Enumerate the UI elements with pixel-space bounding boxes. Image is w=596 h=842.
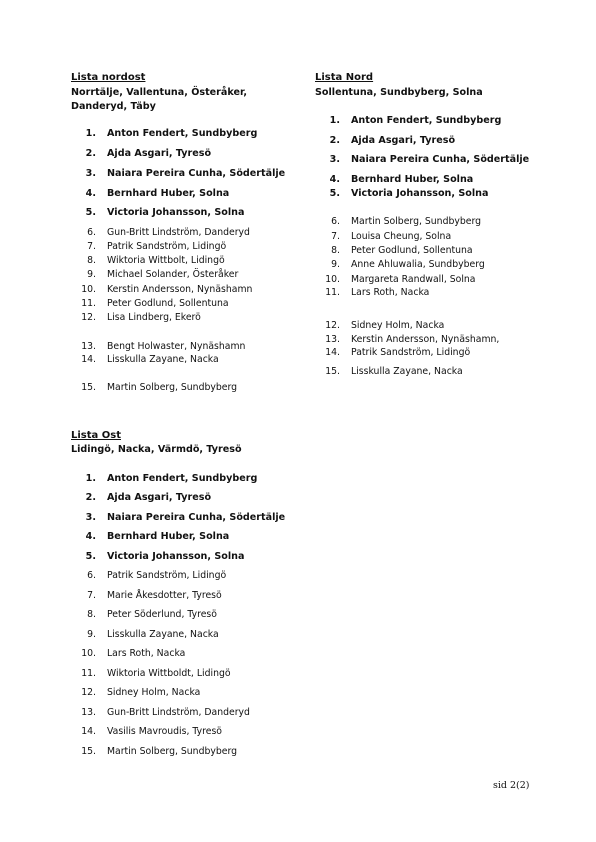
list-item-text: Martin Solberg, Sundbyberg <box>351 216 482 227</box>
list-item-text: Lars Roth, Nacka <box>107 648 186 659</box>
list-item-number: 4. <box>85 188 96 199</box>
list-item-text: Bernhard Huber, Solna <box>107 188 230 199</box>
list-item-text: Naiara Pereira Cunha, Södertälje <box>107 512 286 523</box>
list-item-text: Marie Åkesdotter, Tyresö <box>107 590 222 601</box>
list-item-text: Naiara Pereira Cunha, Södertälje <box>351 154 530 165</box>
list-item-text: Michael Solander, Österåker <box>107 269 239 280</box>
list-subtitle: Norrtälje, Vallentuna, Österåker, <box>71 87 247 98</box>
list-item-number: 8. <box>87 609 96 620</box>
list-item-text: Peter Söderlund, Tyresö <box>107 609 217 620</box>
list-item-number: 11. <box>325 287 340 298</box>
list-item-text: Ajda Asgari, Tyresö <box>107 492 212 503</box>
list-item-text: Naiara Pereira Cunha, Södertälje <box>107 168 286 179</box>
list-item-text: Kerstin Andersson, Nynäshamn <box>107 284 253 295</box>
list-item-number: 9. <box>87 629 96 640</box>
list-item-number: 4. <box>329 174 340 185</box>
list-item-number: 6. <box>331 216 340 227</box>
list-item-number: 1. <box>85 473 96 484</box>
list-item-text: Wiktoria Wittbolt, Lidingö <box>107 255 225 266</box>
list-item-number: 7. <box>87 590 96 601</box>
list-item-number: 6. <box>87 227 96 238</box>
list-item-text: Anton Fendert, Sundbyberg <box>351 115 502 126</box>
list-title: Lista nordost <box>71 72 146 83</box>
list-item-number: 12. <box>81 687 96 698</box>
list-item-number: 13. <box>325 334 340 345</box>
list-item-text: Martin Solberg, Sundbyberg <box>107 382 238 393</box>
list-subtitle: Sollentuna, Sundbyberg, Solna <box>315 87 483 98</box>
list-item-number: 5. <box>85 207 96 218</box>
list-item-number: 7. <box>87 241 96 252</box>
list-item-text: Sidney Holm, Nacka <box>351 320 445 331</box>
list-item-text: Gun-Britt Lindström, Danderyd <box>107 707 250 718</box>
list-item-number: 8. <box>331 245 340 256</box>
list-item-text: Margareta Randwall, Solna <box>351 274 476 285</box>
list-item-text: Lars Roth, Nacka <box>351 287 430 298</box>
list-item-number: 2. <box>85 492 96 503</box>
list-item-text: Patrik Sandström, Lidingö <box>107 241 227 252</box>
list-item-number: 14. <box>81 726 96 737</box>
list-item-text: Sidney Holm, Nacka <box>107 687 201 698</box>
list-item-number: 2. <box>329 135 340 146</box>
list-item-text: Wiktoria Wittboldt, Lidingö <box>107 668 231 679</box>
list-item-number: 7. <box>331 231 340 242</box>
list-item-text: Bengt Holwaster, Nynäshamn <box>107 341 246 352</box>
list-item-number: 11. <box>81 298 96 309</box>
list-item-number: 1. <box>85 128 96 139</box>
list-item-text: Victoria Johansson, Solna <box>107 207 245 218</box>
list-item-text: Lisa Lindberg, Ekerö <box>107 312 201 323</box>
list-item-text: Kerstin Andersson, Nynäshamn, <box>351 334 500 345</box>
list-item-text: Lisskulla Zayane, Nacka <box>107 629 219 640</box>
list-item-number: 14. <box>81 354 96 365</box>
list-item-text: Victoria Johansson, Solna <box>107 551 245 562</box>
list-item-text: Anton Fendert, Sundbyberg <box>107 128 258 139</box>
list-item-text: Patrik Sandström, Lidingö <box>107 570 227 581</box>
list-item-number: 3. <box>85 512 96 523</box>
list-item-number: 3. <box>85 168 96 179</box>
list-item-text: Bernhard Huber, Solna <box>107 531 230 542</box>
list-item-text: Louisa Cheung, Solna <box>351 231 452 242</box>
list-item-text: Martin Solberg, Sundbyberg <box>107 746 238 757</box>
list-item-number: 4. <box>85 531 96 542</box>
list-item-number: 15. <box>81 382 96 393</box>
list-item-text: Ajda Asgari, Tyresö <box>107 148 212 159</box>
list-item-number: 5. <box>85 551 96 562</box>
list-item-text: Lisskulla Zayane, Nacka <box>351 366 463 377</box>
list-item-text: Anne Ahluwalia, Sundbyberg <box>351 259 485 270</box>
list-item-text: Vasilis Mavroudis, Tyresö <box>107 726 222 737</box>
list-item-number: 10. <box>325 274 340 285</box>
list-item-number: 12. <box>81 312 96 323</box>
list-subtitle: Danderyd, Täby <box>71 101 156 112</box>
list-item-text: Peter Godlund, Sollentuna <box>351 245 473 256</box>
list-item-text: Ajda Asgari, Tyresö <box>351 135 456 146</box>
list-title: Lista Ost <box>71 430 121 441</box>
list-item-number: 8. <box>87 255 96 266</box>
list-item-text: Victoria Johansson, Solna <box>351 188 489 199</box>
list-item-number: 2. <box>85 148 96 159</box>
list-item-text: Lisskulla Zayane, Nacka <box>107 354 219 365</box>
list-title: Lista Nord <box>315 72 374 83</box>
list-item-number: 15. <box>325 366 340 377</box>
list-item-number: 13. <box>81 341 96 352</box>
list-item-number: 10. <box>81 648 96 659</box>
list-item-number: 5. <box>329 188 340 199</box>
list-subtitle: Lidingö, Nacka, Värmdö, Tyresö <box>71 444 242 455</box>
list-item-text: Gun-Britt Lindström, Danderyd <box>107 227 250 238</box>
list-item-number: 3. <box>329 154 340 165</box>
list-item-number: 11. <box>81 668 96 679</box>
list-item-text: Peter Godlund, Sollentuna <box>107 298 229 309</box>
list-item-number: 15. <box>81 746 96 757</box>
list-item-number: 6. <box>87 570 96 581</box>
list-item-number: 14. <box>325 347 340 358</box>
list-item-number: 1. <box>329 115 340 126</box>
page-number: sid 2(2) <box>493 780 530 791</box>
list-item-number: 10. <box>81 284 96 295</box>
list-item-text: Bernhard Huber, Solna <box>351 174 474 185</box>
list-item-text: Patrik Sandström, Lidingö <box>351 347 471 358</box>
list-item-number: 9. <box>331 259 340 270</box>
list-item-text: Anton Fendert, Sundbyberg <box>107 473 258 484</box>
list-item-number: 9. <box>87 269 96 280</box>
list-item-number: 13. <box>81 707 96 718</box>
list-item-number: 12. <box>325 320 340 331</box>
